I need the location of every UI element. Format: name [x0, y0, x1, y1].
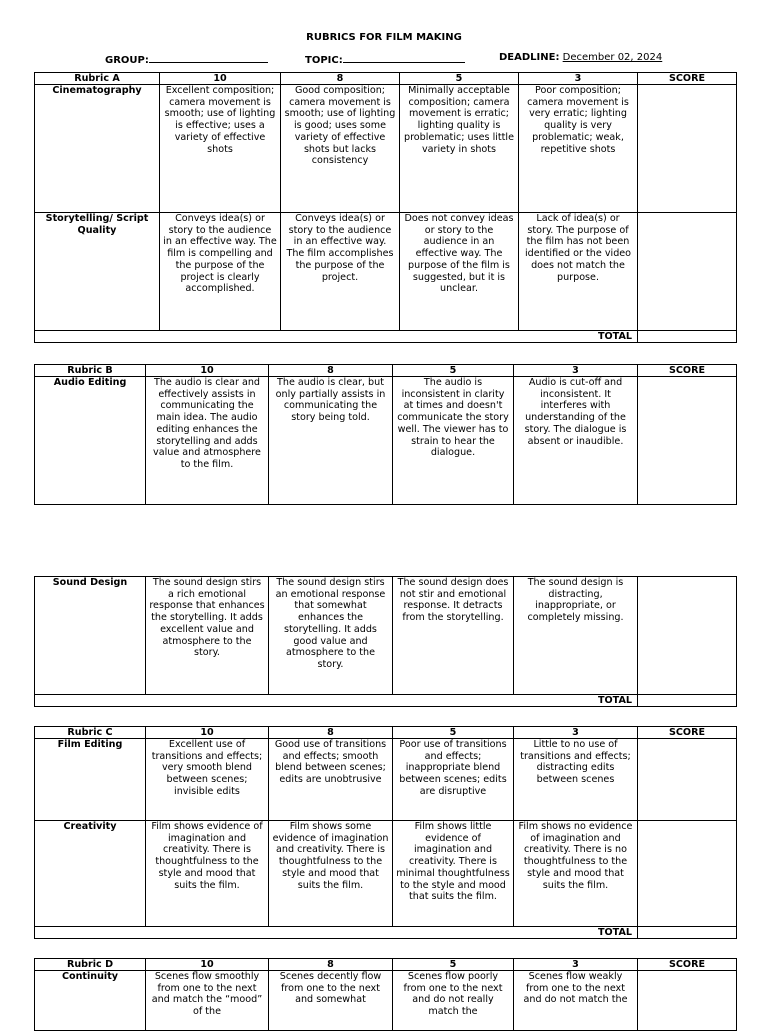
descriptor-cell: The sound design is distracting, inappropriate, or completely missing. — [514, 577, 638, 695]
total-label: TOTAL — [35, 695, 638, 707]
rubric-c-name: Rubric C — [35, 727, 146, 739]
rubric-d-name: Rubric D — [35, 959, 146, 971]
descriptor-cell: The sound design stirs a rich emotional response that enhances the storytelling. It adds excellent value and atmosphere to the story. — [146, 577, 269, 695]
descriptor-cell: Poor use of transitions and effects; inappropriate blend between scenes; edits are disruptive — [393, 739, 514, 821]
document-title: RUBRICS FOR FILM MAKING — [306, 32, 462, 43]
total-cell[interactable] — [638, 695, 737, 707]
score-header: SCORE — [638, 73, 737, 85]
total-row — [35, 927, 737, 939]
rubric-b-table — [34, 364, 737, 505]
rubric-b-header-row — [35, 365, 737, 377]
descriptor-cell: Excellent composition; camera movement is smooth; use of lighting is effective; uses a variety of effective shots — [160, 85, 281, 213]
descriptor-cell: The sound design does not stir and emotional response. It detracts from the storytelling. — [393, 577, 514, 695]
criterion-continuity: Continuity — [35, 971, 146, 1031]
total-label: TOTAL — [35, 927, 638, 939]
score-cell[interactable] — [638, 971, 737, 1031]
rubric-d-table — [34, 958, 737, 1031]
descriptor-cell: Minimally acceptable composition; camera movement is erratic; lighting quality is problematic; uses little variety in shots — [400, 85, 519, 213]
table-row — [35, 213, 737, 331]
criterion-cinematography: Cinematography — [35, 85, 160, 213]
criterion-film-editing: Film Editing — [35, 739, 146, 821]
total-row — [35, 331, 737, 343]
group-label: GROUP: — [105, 55, 149, 66]
total-cell[interactable] — [638, 331, 737, 343]
descriptor-cell: Good use of transitions and effects; smooth blend between scenes; edits are unobtrusive — [269, 739, 393, 821]
score-col-8: 8 — [269, 365, 393, 377]
deadline-value: December 02, 2024 — [562, 52, 663, 63]
descriptor-cell: Film shows little evidence of imagination and creativity. There is minimal thoughtfulness to the style and mood that suits the film. — [393, 821, 514, 927]
descriptor-cell: The audio is inconsistent in clarity at times and doesn't communicate the story well. The viewer has to strain to hear the dialogue. — [393, 377, 514, 505]
table-row — [35, 821, 737, 927]
criterion-storytelling: Storytelling/ Script Quality — [35, 213, 160, 331]
total-row — [35, 695, 737, 707]
rubric-b-name: Rubric B — [35, 365, 146, 377]
descriptor-cell: Does not convey ideas or story to the audience in an effective way. The purpose of the film is suggested, but it is unclear. — [400, 213, 519, 331]
topic-label: TOPIC: — [305, 55, 343, 66]
descriptor-cell: Scenes flow poorly from one to the next and do not really match the — [393, 971, 514, 1031]
descriptor-cell: Scenes flow weakly from one to the next and do not match the — [514, 971, 638, 1031]
descriptor-cell: Scenes decently flow from one to the next and somewhat — [269, 971, 393, 1031]
descriptor-cell: Lack of idea(s) or story. The purpose of the film has not been identified or the video does not match the purpose. — [519, 213, 638, 331]
score-col-3: 3 — [519, 73, 638, 85]
rubric-b-continued-table — [34, 576, 737, 707]
criterion-sound-design: Sound Design — [35, 577, 146, 695]
rubric-c-table — [34, 726, 737, 939]
total-cell[interactable] — [638, 927, 737, 939]
table-row — [35, 377, 737, 505]
score-col-5: 5 — [400, 73, 519, 85]
descriptor-cell: Poor composition; camera movement is very erratic; lighting quality is very problematic; weak, repetitive shots — [519, 85, 638, 213]
total-label: TOTAL — [35, 331, 638, 343]
rubric-d-header-row — [35, 959, 737, 971]
table-row — [35, 971, 737, 1031]
table-row — [35, 577, 737, 695]
rubric-c-header-row — [35, 727, 737, 739]
rubric-a-table — [34, 72, 737, 343]
score-cell[interactable] — [638, 213, 737, 331]
score-col-5: 5 — [393, 959, 514, 971]
score-header: SCORE — [638, 365, 737, 377]
criterion-audio-editing: Audio Editing — [35, 377, 146, 505]
score-col-8: 8 — [281, 73, 400, 85]
group-blank[interactable] — [149, 52, 268, 63]
score-col-10: 10 — [146, 959, 269, 971]
descriptor-cell: Good composition; camera movement is smooth; use of lighting is good; uses some variety of effective shots but lacks consistency — [281, 85, 400, 213]
table-row — [35, 85, 737, 213]
deadline-field — [499, 52, 662, 64]
score-cell[interactable] — [638, 821, 737, 927]
descriptor-cell: Little to no use of transitions and effects; distracting edits between scenes — [514, 739, 638, 821]
descriptor-cell: Film shows evidence of imagination and creativity. There is thoughtfulness to the style and mood that suits the film. — [146, 821, 269, 927]
group-field — [105, 52, 268, 67]
score-col-8: 8 — [269, 727, 393, 739]
criterion-creativity: Creativity — [35, 821, 146, 927]
descriptor-cell: Conveys idea(s) or story to the audience in an effective way. The film is compelling and the purpose of the project is clearly accomplished. — [160, 213, 281, 331]
descriptor-cell: Excellent use of transitions and effects; very smooth blend between scenes; invisible edits — [146, 739, 269, 821]
score-col-3: 3 — [514, 727, 638, 739]
table-row — [35, 739, 737, 821]
rubric-a-name: Rubric A — [35, 73, 160, 85]
descriptor-cell: Conveys idea(s) or story to the audience in an effective way. The film accomplishes the purpose of the project. — [281, 213, 400, 331]
score-cell[interactable] — [638, 577, 737, 695]
score-col-5: 5 — [393, 727, 514, 739]
score-col-5: 5 — [393, 365, 514, 377]
score-col-3: 3 — [514, 959, 638, 971]
topic-field — [305, 52, 465, 67]
score-cell[interactable] — [638, 85, 737, 213]
score-col-10: 10 — [146, 727, 269, 739]
score-header: SCORE — [638, 727, 737, 739]
score-col-10: 10 — [160, 73, 281, 85]
topic-blank[interactable] — [343, 52, 465, 63]
descriptor-cell: The audio is clear and effectively assists in communicating the main idea. The audio editing enhances the storytelling and adds value and atmosphere to the film. — [146, 377, 269, 505]
score-col-10: 10 — [146, 365, 269, 377]
descriptor-cell: Audio is cut-off and inconsistent. It interferes with understanding of the story. The dialogue is absent or inaudible. — [514, 377, 638, 505]
score-cell[interactable] — [638, 377, 737, 505]
descriptor-cell: The sound design stirs an emotional response that somewhat enhances the storytelling. It adds good value and atmosphere to the story. — [269, 577, 393, 695]
deadline-label: DEADLINE: — [499, 52, 560, 63]
score-col-3: 3 — [514, 365, 638, 377]
descriptor-cell: Scenes flow smoothly from one to the next and match the “mood” of the — [146, 971, 269, 1031]
descriptor-cell: Film shows no evidence of imagination and creativity. There is no thoughtfulness to the style and mood that suits the film. — [514, 821, 638, 927]
rubric-a-header-row — [35, 73, 737, 85]
descriptor-cell: The audio is clear, but only partially assists in communicating the story being told. — [269, 377, 393, 505]
descriptor-cell: Film shows some evidence of imagination and creativity. There is thoughtfulness to the style and mood that suits the film. — [269, 821, 393, 927]
score-col-8: 8 — [269, 959, 393, 971]
score-header: SCORE — [638, 959, 737, 971]
score-cell[interactable] — [638, 739, 737, 821]
